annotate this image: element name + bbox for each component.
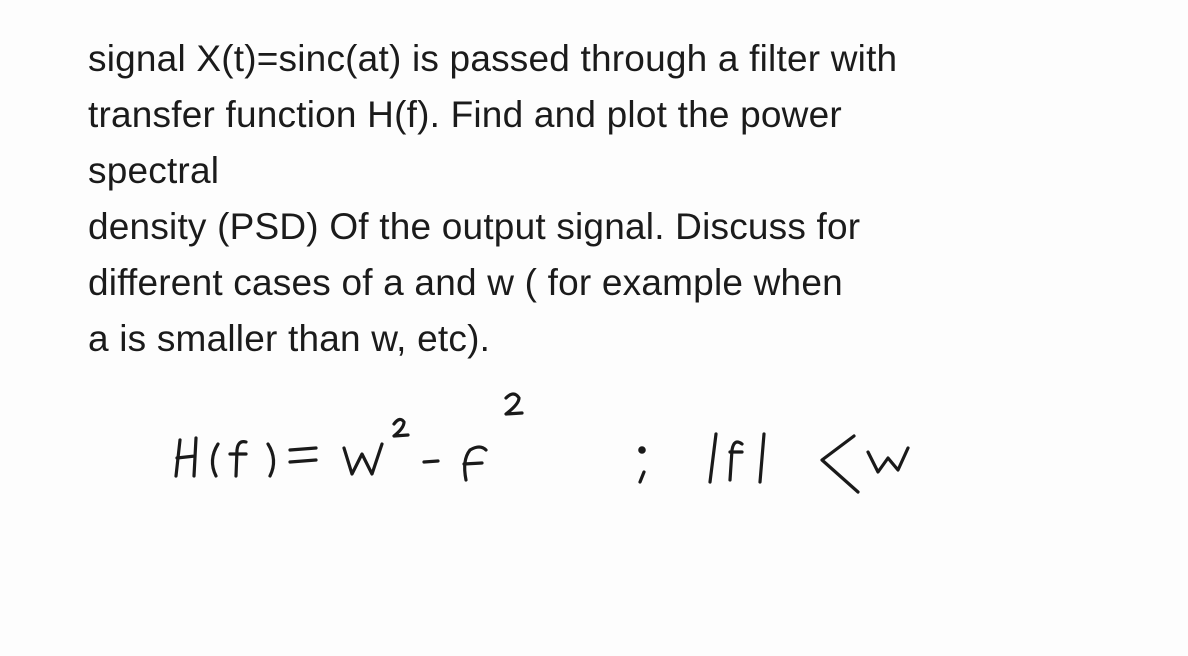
hw-paren-close xyxy=(268,444,274,476)
hw-f xyxy=(230,442,246,476)
hw-w1 xyxy=(344,444,382,474)
question-text xyxy=(88,31,1088,367)
hw-abs-right xyxy=(760,434,764,482)
handwritten-formula-drawing xyxy=(168,388,938,498)
question-line-6: a is smaller than w, etc). xyxy=(88,318,491,359)
hw-less-than xyxy=(822,436,858,492)
hw-abs-left xyxy=(710,434,716,482)
hw-f2 xyxy=(464,447,486,480)
question-line-3: spectral xyxy=(88,150,220,191)
hw-minus xyxy=(424,461,438,462)
hw-w2 xyxy=(868,448,908,472)
question-line-2: transfer function H(f). Find and plot the power xyxy=(88,94,842,135)
question-line-5: different cases of a and w ( for example when xyxy=(88,262,843,303)
hw-sup-2b xyxy=(506,394,522,414)
hw-paren-open xyxy=(212,444,218,476)
handwritten-formula xyxy=(168,388,938,498)
hw-semicolon-dot xyxy=(640,448,644,452)
hw-semicolon-tail xyxy=(640,472,644,482)
question-line-1: signal X(t)=sinc(at) is passed through a filter with xyxy=(88,38,898,79)
hw-sup-2a xyxy=(394,419,408,436)
hw-H xyxy=(176,438,196,476)
hw-equals xyxy=(290,448,316,462)
hw-f3 xyxy=(730,442,742,480)
question-line-4: density (PSD) Of the output signal. Discuss for xyxy=(88,206,861,247)
